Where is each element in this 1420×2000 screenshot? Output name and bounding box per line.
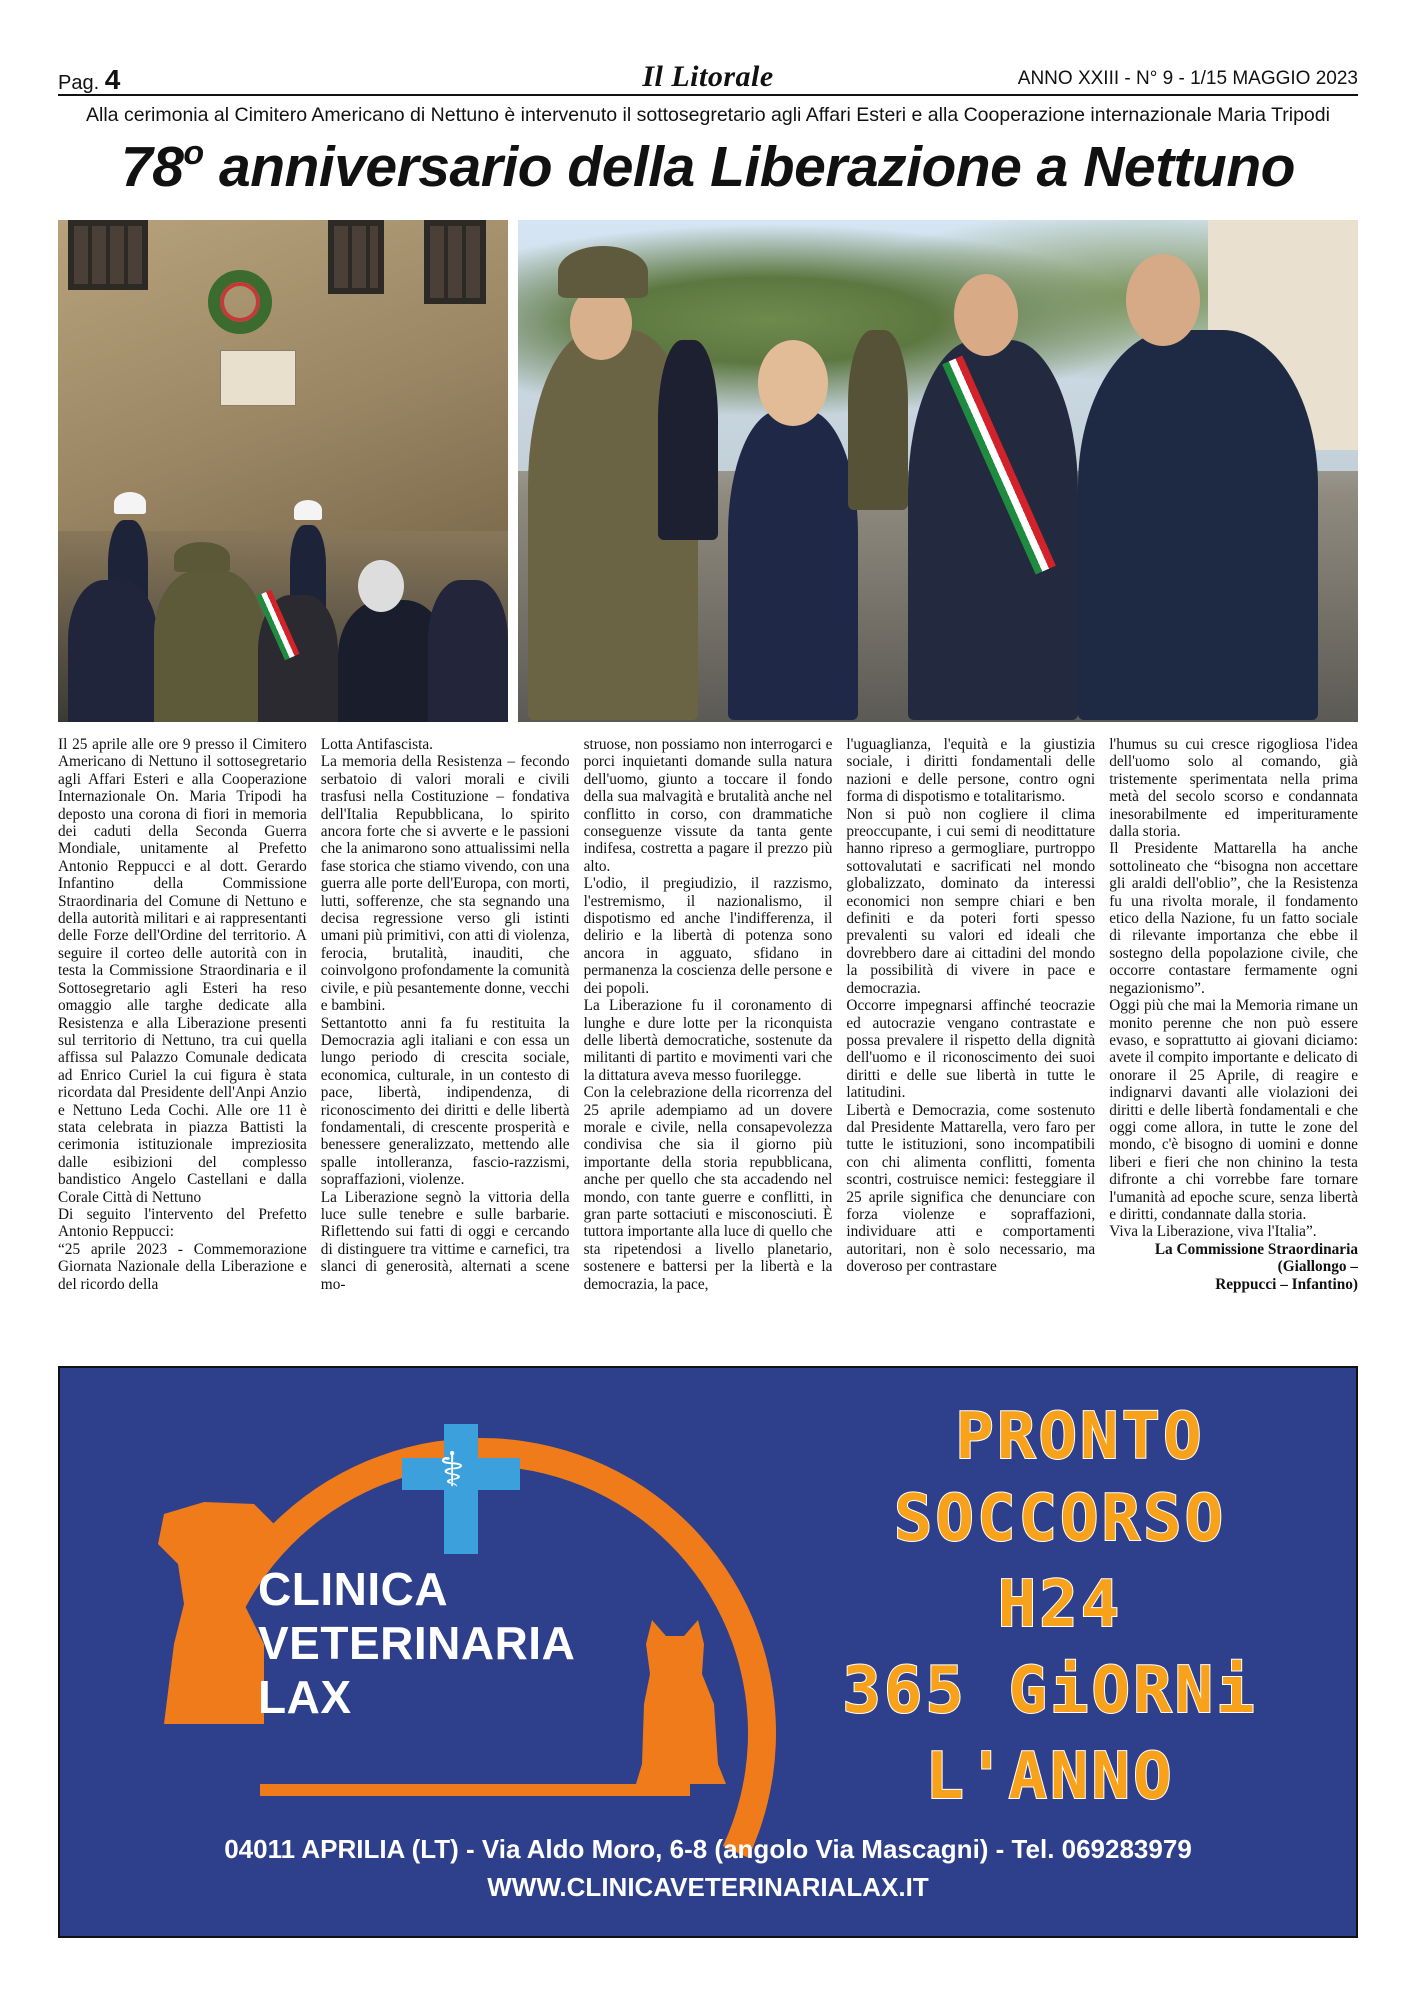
article-column-1: [58, 736, 307, 1351]
paragraph: “25 aprile 2023 - Commemorazione Giornata Nazionale della Liberazione e del ricordo della: [58, 1240, 307, 1293]
article-headline: [58, 134, 1358, 200]
article-kicker: Alla cerimonia al Cimitero Americano di Nettuno è intervenuto il sottosegretario agli Affari Esteri e alla Cooperazione internazionale Maria Tripodi: [86, 104, 1330, 126]
clinic-name-line3: LAX: [258, 1671, 352, 1723]
promo-line1: PRONTO: [955, 1400, 1205, 1474]
promo-line2: SOCCORSO: [893, 1482, 1227, 1556]
photo-window: [328, 220, 384, 294]
masthead: [58, 62, 1358, 96]
article-body: [58, 736, 1358, 1351]
paragraph: Non si può non cogliere il clima preoccupante, i cui semi di neodittature hanno ripreso a germogliare, purtroppo sottovalutati e sacrificati nel mondo globalizzato, dominato da interessi economici non sempre chiari e ben definiti e da poteri forti spesso prevalenti su valori ed ideali che dovrebbero dare ai cittadini del mondo la possibilità di vivere in pace e democrazia.: [846, 805, 1096, 997]
article-column-3: [584, 736, 833, 1351]
paragraph: Lotta Antifascista.: [320, 736, 433, 753]
paragraph: Il Presidente Mattarella ha anche sottolineato che “bisogna non accettare gli araldi dell'oblio”, che la Resistenza fu una rivolta morale, il fondamento etico della Nazione, fu un fatto sociale di rilevante importanza che ebbe il sostegno della popolazione civile, che occorre contastare fermamente ogni negazionismo”.: [1109, 840, 1358, 997]
page-label: Pag.: [58, 72, 100, 94]
paragraph: l'humus su cui cresce rigogliosa l'idea dell'uomo solo al comando, già tristemente sperimentata nella prima metà del secolo scorso e condannata inesorabilmente ed imperituramente dalla storia.: [1109, 736, 1358, 841]
photo-window: [68, 220, 148, 290]
person-head: [758, 340, 828, 426]
vet-clinic-ad: [58, 1366, 1358, 1938]
paragraph: Oggi più che mai la Memoria rimane un monito perenne che non può essere evaso, e soprattutto ai giovani diciamo: avete il compito importante e delicato di onorare il 25 Aprile, di reagire e indignarvi davanti alle violazioni dei diritti e delle libertà fondamentali e che oggi come allora, in tutte le zone del mondo, c'è bisogno di uomini e donne liberi e fieri che non chinino la testa difronte a chi vorrebbe fare tornare l'umanità ad epoche scure, senza libertà e diritti, condannate dalla storia.: [1109, 997, 1358, 1223]
signature-names: Reppucci – Infantino): [1215, 1275, 1358, 1293]
paragraph: La Liberazione fu il coronamento di lunghe e dure lotte per la riconquista delle libertà democratiche, sostenute da militanti di partito e movimenti vari che la dittatura aveva messo fuorilegge.: [583, 997, 833, 1084]
person-cap: [174, 542, 230, 572]
person-figure: [848, 330, 908, 510]
person-head: [358, 560, 404, 612]
person-cap: [294, 500, 322, 520]
paragraph: L'odio, il pregiudizio, il razzismo, l'estremismo, il nazionalismo, il dispotismo ed anche l'indifferenza, il delirio e la libertà di potenza sono ancora in agguato, sfidano in permanenza la coscienza delle persone e dei popoli.: [583, 875, 833, 997]
paragraph: Con la celebrazione della ricorrenza del 25 aprile adempiamo ad un dovere morale e civile, nella consapevolezza condivisa che sia il giorno più importante della storia repubblicana, anche per quello che sta accadendo nel mondo, con tante guerre e conflitti, in gran parte sottaciuti e misconosciuti. È tuttora importante alla luce di quello che sta ripetendosi a livello planetario, sostenere e battersi per la libertà e la democrazia, la pace,: [583, 1084, 833, 1293]
person-figure: [658, 340, 718, 540]
issue-info: ANNO XXIII - N° 9 - 1/15 MAGGIO 2023: [1017, 68, 1358, 89]
headline-number: 78: [121, 135, 184, 199]
signature-names: (Giallongo –: [1277, 1258, 1358, 1276]
procession-photo: [518, 220, 1358, 722]
ground-bar: [260, 1784, 690, 1796]
wreath: [208, 270, 272, 334]
article-column-4: [846, 736, 1095, 1351]
paragraph: Settantotto anni fa fu restituita la Democrazia agli italiani e con essa un lungo periodo di crescita sociale, economica, culturale, in un contesto di pace, libertà, indipendenza, di riconoscimento dei diritti e delle libertà fondamentali, di crescente prosperità e benessere generalizzato, mettendo alle spalle intolleranza, fascio-razzismi, sopraffazioni, violenze.: [320, 1014, 570, 1189]
paragraph: struose, non possiamo non interrogarci e porci inquietanti domande sulla natura dell'uomo, giunto a toccare il fondo della sua malvagità e brutalità anche nel conflitto in corso, con drammatiche conseguenze vissute da tanta gente indifesa, costretta a pagare il prezzo più alto.: [583, 736, 833, 875]
ceremony-plaque-photo: [58, 220, 508, 722]
officer-cap: [558, 246, 648, 298]
paragraph: l'uguaglianza, l'equità e la giustizia sociale, i diritti fondamentali delle nazioni e delle persone, contro ogni forma di dispotismo e totalitarismo.: [846, 736, 1096, 806]
paragraph: Il 25 aprile alle ore 9 presso il Cimitero Americano di Nettuno il sottosegretario agli Affari Esteri e alla Cooperazione Internazionale On. Maria Tripodi ha deposto una corona di fiori in memoria dei caduti della Seconda Guerra Mondiale, unitamente al Prefetto Antonio Reppucci e al dott. Gerardo Infantino della Commissione Straordinaria del Comune di Nettuno e della autorità militari e ai rappresentanti delle Forze dell'Ordine del territorio. A seguire il corteo delle autorità con in testa la Commissione Straordinaria e il Sottosegretario agli Esteri ha reso omaggio alle targhe dedicate alla Resistenza e alla Liberazione presenti sul territorio di Nettuno, tra cui quella affissa sul Palazzo Comunale dedicata ad Enrico Curiel la cui figura è stata ricordata dal Presidente dell'Anpi Anzio e Nettuno Leda Cochi. Alle ore 11 è stata celebrata in piazza Battisti la cerimonia istituzionale impreziosita dalle esibizioni del complesso bandistico Angelo Castellani e dalla Corale Città di Nettuno: [58, 736, 307, 1206]
promo-line5: L'ANNO: [925, 1740, 1175, 1814]
photo-window: [424, 220, 486, 304]
page-number-value: 4: [104, 64, 121, 95]
undersecretary-figure: [1078, 330, 1318, 720]
person-figure: [728, 410, 858, 720]
arc-mask: [180, 1708, 620, 1938]
promo-line3: H24: [997, 1568, 1123, 1642]
article-column-5: [1109, 736, 1358, 1351]
paragraph: Libertà e Democrazia, come sostenuto dal Presidente Mattarella, vero faro per tutte le istituzioni, sono incompatibili con chi alimenta conflitti, fomenta scontri, costruisce nemici: festeggiare il 25 aprile significa che denunciare con forza violenze e sopraffazioni, individuare atti e comportamenti autoritari, non è solo necessario, ma doveroso per contrastare: [846, 1101, 1096, 1276]
clinic-name-line2: VETERINARIA: [258, 1617, 576, 1669]
signature: La Commissione Straordinaria: [1154, 1240, 1358, 1258]
paragraph: Di seguito l'intervento del Prefetto Antonio Reppucci:: [58, 1205, 307, 1241]
clinic-address: 04011 APRILIA (LT) - Via Aldo Moro, 6-8 (angolo Via Mascagni) - Tel. 069283979: [224, 1834, 1192, 1864]
newspaper-name: Il Litorale: [642, 60, 774, 93]
article-column-2: [321, 736, 570, 1351]
clinic-name-line1: CLINICA: [258, 1563, 449, 1615]
paragraph: Viva la Liberazione, viva l'Italia”.: [1109, 1223, 1317, 1241]
headline-degree: o: [183, 134, 204, 172]
person-figure: [154, 570, 264, 722]
mayor-head: [954, 274, 1018, 356]
paragraph: La Liberazione segnò la vittoria della luce sulle tenebre e sulle barbarie. Riflettendo sui fatti di oggi e cercando di distinguere tra vittime e carnefici, tra slanci di generosità, alternati a scene mo-: [320, 1188, 570, 1293]
person-figure: [428, 580, 508, 722]
clinic-website: WWW.CLINICAVETERINARIALAX.IT: [487, 1872, 929, 1902]
caduceus-icon: ⚕: [439, 1442, 465, 1498]
cat-silhouette-icon: [626, 1614, 726, 1784]
promo-line4: 365 GiORNi: [842, 1654, 1258, 1728]
person-figure: [68, 580, 158, 722]
paragraph: La memoria della Resistenza – fecondo serbatoio di valori morali e civili trasfusi nella Costituzione – fondativa dell'Italia Repubblicana, lo spirito ancora forte che si avverte e le passioni che la animarono sono attualissimi nella fase storica che stiamo vivendo, con una guerra alle porte dell'Europa, con morti, lutti, sofferenze, che sta segnando una decisa regressione verso gli istinti umani più primitivi, con atti di violenza, ferocia, brutalità, inauditi, che coinvolgono profondamente la comunità civile, e più pesantemente donne, vecchi e bambini.: [320, 753, 570, 1015]
undersecretary-head: [1126, 254, 1200, 346]
mayor-figure: [908, 340, 1078, 720]
memorial-plaque: [220, 350, 296, 406]
paragraph: Occorre impegnarsi affinché teocrazie ed autocrazie vengano contrastate e possa prevalere il rispetto della dignità dell'uomo e il riconoscimento dei suoi diritti e delle sue libertà in tutte le latitudini.: [846, 997, 1096, 1102]
headline-text: anniversario della Liberazione a Nettuno: [203, 135, 1295, 199]
person-cap: [114, 492, 146, 514]
